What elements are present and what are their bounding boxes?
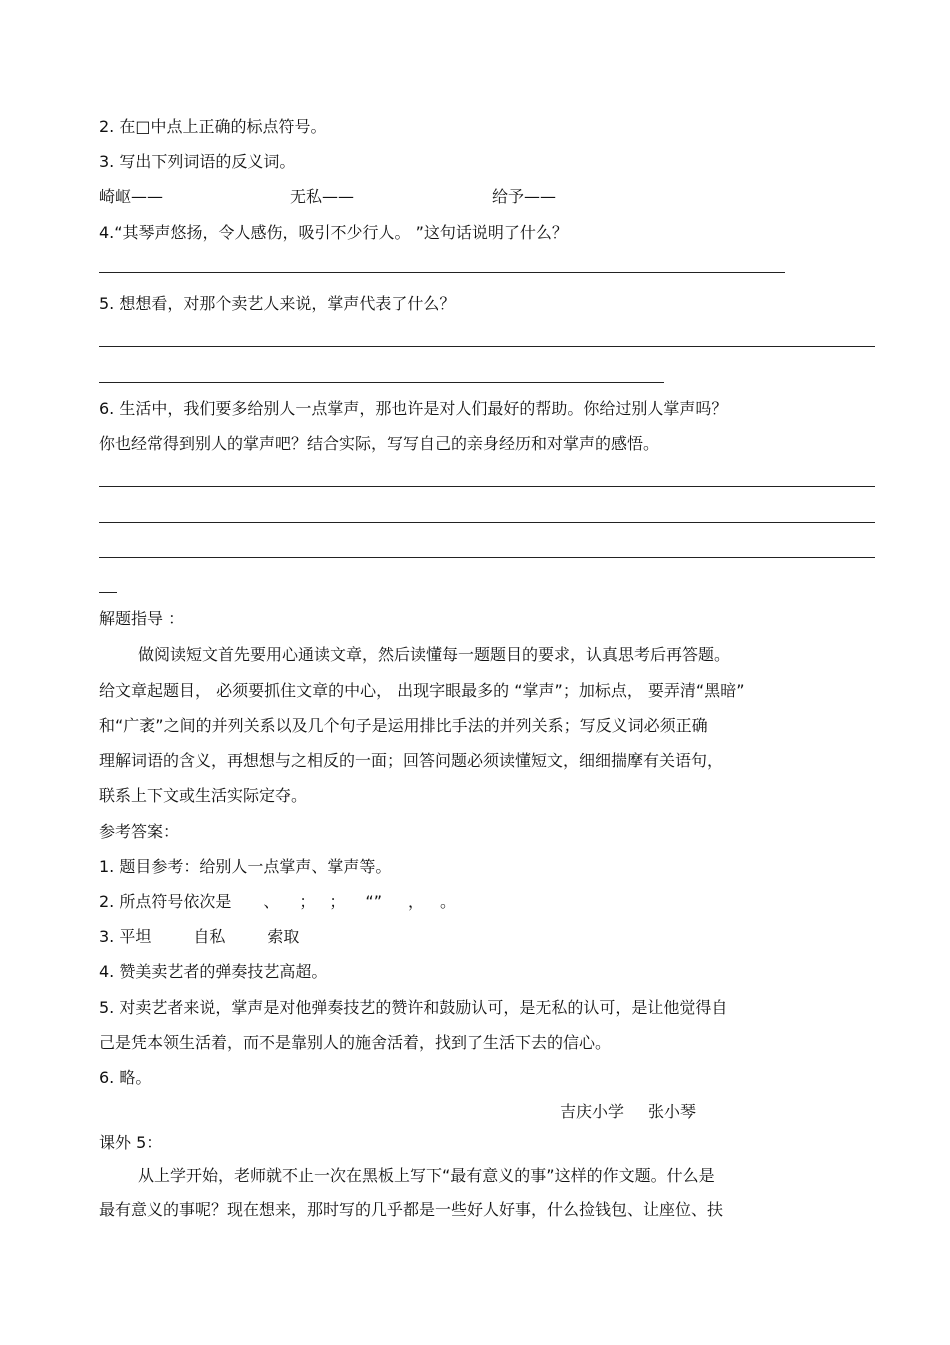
antonym-word-1: 崎岖—— — [99, 187, 164, 206]
signature-name: 张小琴 — [648, 1102, 697, 1121]
answer-3-word: 自私 — [193, 927, 226, 946]
answer-line-q6-1[interactable] — [99, 486, 875, 487]
answer-line-q6-3[interactable] — [99, 557, 875, 558]
answer-line-q5-1[interactable] — [99, 346, 875, 347]
answer-6: 6. 略。 — [99, 1068, 152, 1087]
answer-2-prefix: 2. 所点符号依次是 — [99, 892, 232, 911]
signature-school: 吉庆小学 — [560, 1102, 625, 1121]
guide-line: 给文章起题目， 必须要抓住文章的中心， 出现字眼最多的 “掌声”；加标点， 要弄清“黑暗” — [99, 681, 745, 700]
question-4: 4.“其琴声悠扬，令人感伤，吸引不少行人。 ”这句话说明了什么？ — [99, 223, 568, 242]
answer-line-q6-4[interactable] — [99, 592, 117, 593]
extra-heading: 课外 5： — [99, 1133, 163, 1152]
question-3: 3. 写出下列词语的反义词。 — [99, 152, 296, 171]
answer-3-prefix: 3. 平坦 — [99, 927, 152, 946]
answer-line-q5-2[interactable] — [99, 382, 664, 383]
question-2: 2. 在□中点上正确的标点符号。 — [99, 117, 327, 136]
answer-3 — [99, 927, 299, 947]
guide-line: 和“广袤”之间的并列关系以及几个句子是运用排比手法的并列关系；写反义词必须正确 — [99, 716, 708, 735]
answer-3-word: 索取 — [267, 927, 300, 946]
guide-line: 做阅读短文首先要用心通读文章，然后读懂每一题题目的要求，认真思考后再答题。 — [138, 645, 731, 664]
punctuation-mark: ， — [407, 892, 424, 911]
answer-4: 4. 赞美卖艺者的弹奏技艺高超。 — [99, 962, 328, 981]
question-5: 5. 想想看，对那个卖艺人来说，掌声代表了什么？ — [99, 294, 456, 313]
antonym-word-3: 给予—— — [492, 187, 557, 206]
extra-paragraph-line-1: 从上学开始，老师就不止一次在黑板上写下“最有意义的事”这样的作文题。什么是 — [138, 1166, 715, 1185]
answer-line-q6-2[interactable] — [99, 522, 875, 523]
answer-5-line-1: 5. 对卖艺者来说，掌声是对他弹奏技艺的赞许和鼓励认可，是无私的认可，是让他觉得自 — [99, 998, 728, 1017]
question-6-line-1: 6. 生活中，我们要多给别人一点掌声，那也许是对人们最好的帮助。你给过别人掌声吗？ — [99, 399, 728, 418]
guide-heading: 解题指导 ： — [99, 609, 185, 628]
punctuation-mark: “” — [365, 892, 382, 911]
answer-5-line-2: 己是凭本领生活着，而不是靠别人的施舍活着，找到了生活下去的信心。 — [99, 1033, 612, 1052]
answer-1: 1. 题目参考：给别人一点掌声、掌声等。 — [99, 857, 392, 876]
punctuation-mark: 、 — [263, 892, 280, 911]
answer-line-q4[interactable] — [99, 272, 785, 273]
answers-heading: 参考答案： — [99, 822, 180, 841]
guide-line: 理解词语的含义，再想想与之相反的一面；回答问题必须读懂短文，细细揣摩有关语句， — [99, 751, 724, 770]
punctuation-mark: 。 — [440, 892, 457, 911]
question-6-line-2: 你也经常得到别人的掌声吧？结合实际，写写自己的亲身经历和对掌声的感悟。 — [99, 434, 660, 453]
extra-paragraph-line-2: 最有意义的事呢？现在想来，那时写的几乎都是一些好人好事，什么捡钱包、让座位、扶 — [99, 1200, 724, 1219]
guide-line: 联系上下文或生活实际定夺。 — [99, 786, 308, 805]
signature — [560, 1102, 696, 1122]
punctuation-mark: ； — [299, 892, 316, 911]
punctuation-mark: ； — [329, 892, 346, 911]
answer-2 — [99, 892, 456, 912]
antonym-word-2: 无私—— — [290, 187, 355, 206]
